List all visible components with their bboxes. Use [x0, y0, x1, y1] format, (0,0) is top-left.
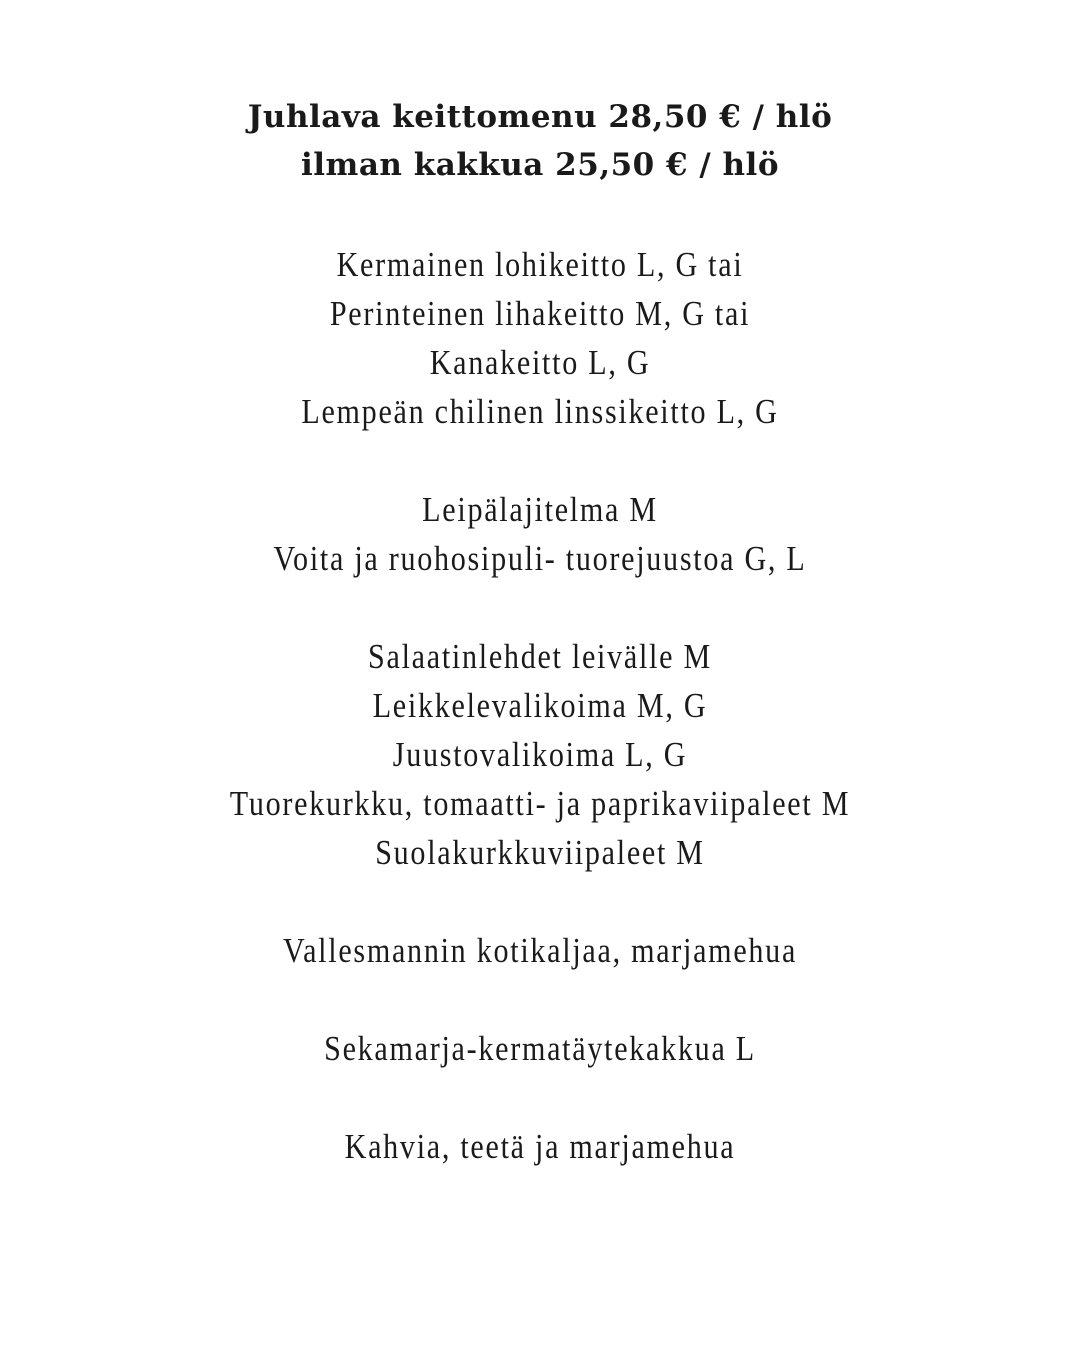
menu-item: Lempeän chilinen linssikeitto L, G — [301, 392, 779, 431]
soups-section — [0, 240, 1080, 436]
menu-title-price-without-cake: ilman kakkua 25,50 € / hlö — [300, 147, 780, 183]
menu-item: Kermainen lohikeitto L, G tai — [336, 245, 744, 284]
menu-item: Sekamarja-kermatäytekakkua L — [324, 1029, 756, 1068]
menu-item: Leipälajitelma M — [422, 490, 658, 529]
menu-title-price: Juhlava keittomenu 28,50 € / hlö — [247, 99, 833, 135]
menu-item: Vallesmannin kotikaljaa, marjamehua — [282, 931, 798, 970]
cake-section — [0, 1024, 1080, 1073]
menu-item: Juustovalikoima L, G — [392, 735, 688, 774]
toppings-section — [0, 632, 1080, 877]
coffee-section — [0, 1122, 1080, 1171]
menu-item: Kahvia, teetä ja marjamehua — [344, 1127, 736, 1166]
menu-item: Kanakeitto L, G — [429, 343, 651, 382]
bread-section — [0, 485, 1080, 583]
menu-item: Tuorekurkku, tomaatti- ja paprikaviipaleet M — [229, 784, 851, 823]
menu-item: Suolakurkkuviipaleet M — [375, 833, 705, 872]
menu-item: Voita ja ruohosipuli- tuorejuustoa G, L — [273, 539, 807, 578]
menu-title — [0, 93, 1080, 189]
menu-item: Leikkelevalikoima M, G — [372, 686, 708, 725]
menu-item: Salaatinlehdet leivälle M — [368, 637, 712, 676]
drinks-section — [0, 926, 1080, 975]
menu-item: Perinteinen lihakeitto M, G tai — [329, 294, 751, 333]
